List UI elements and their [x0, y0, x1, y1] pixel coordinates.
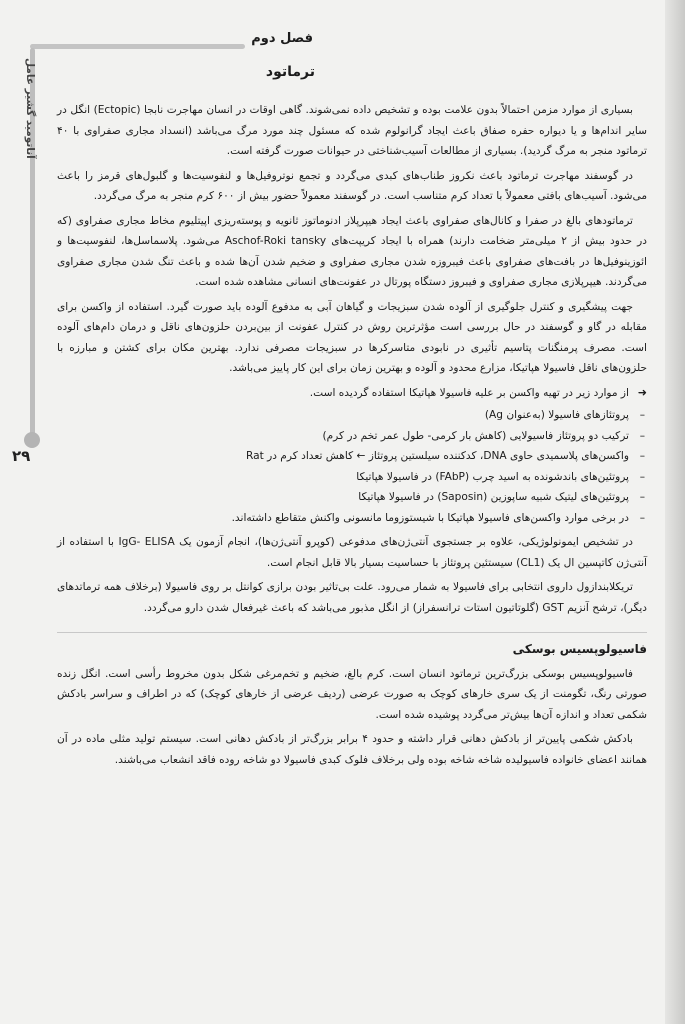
list-item: – در برخی موارد واکسن‌های فاسیولا هپاتیکا با شیستوزوما مانسونی واکنش متقاطع داشته‌اند. — [57, 508, 629, 529]
header-rule — [30, 44, 245, 49]
list-item: – پروتئازهای فاسیولا (به‌عنوان Ag) — [57, 405, 629, 426]
list-item: – ترکیب دو پروتئاز فاسیولایی (کاهش بار کرمی- طول عمر تخم در کرم) — [57, 426, 629, 447]
paragraph: ترماتودهای بالغ در صفرا و کانال‌های صفراوی باعث ایجاد هیپرپلاز ادنوماتوز ثانویه و پوسته‌ریزی اپیتلیوم مخاط مجاری صفراوی (که در حدود بیش از ۲ میلی‌متر ضخامت دارند) همراه با ایجاد کریپت‌های Aschof-Roki tansky می‌شود. پلاسماسل‌ها، لنفوسیت‌ها و ائوزینوفیل‌ها در بافت‌های صفراوی باعث فیبروزه شدن مجاری صفراوی و ضخیم شدن آن‌ها شده و باعث تنگ شدن مجاری صفراوی می‌گردند. هیپرپلازی مجاری صفراوی و فیبروز دستگاه پورتال در عفونت‌های انسانی مشاهده شده است. — [57, 214, 647, 288]
page-edge — [665, 0, 685, 1024]
section-heading: فاسیولوپسیس بوسکی — [57, 632, 647, 660]
arrow-bullet-icon: ➜ — [637, 385, 647, 399]
chapter-title: فصل دوم — [251, 31, 313, 46]
page-number: ۲۹ — [12, 447, 31, 465]
side-rail-dot — [24, 432, 40, 448]
paragraph: جهت پیشگیری و کنترل جلوگیری از آلوده شدن سبزیجات و گیاهان آبی به مدفوع آلوده باید صورت گیرد. استفاده از واکسن برای مقابله در گاو و گوسفند در حال بررسی است مؤثرترین روش در کنترل عفونت از بین‌بردن حلزون‌های ناقل و درمان دام‌های آلوده است. مصرف پرمنگنات پتاسیم تأثیری در نابودی متاسرکرها در سبزیجات مصرفی ندارد. بهترین مکان برای کشتن و مبارزه با حلزون‌های ناقل فاسیولا هپاتیکا، مزارع محدود و آلوده و بهترین زمان برای این کار پاییز می‌باشد. — [57, 300, 647, 374]
paragraph: در گوسفند مهاجرت ترماتود باعث نکروز طناب‌های کبدی می‌گردد و تجمع نوتروفیل‌ها و لنفوسیت‌ها و گلبول‌های قرمز را باعث می‌شود. آسیب‌های بافتی معمولاً با تعداد کرم متناسب است. در گوسفند معمولاً حضور بیش از ۶۰۰ کرم منجر به مرگ می‌گردد. — [57, 169, 647, 202]
vaccine-intro-text: از موارد زیر در تهیه واکسن بر علیه فاسیولا هپاتیکا استفاده گردیده است. — [309, 386, 629, 399]
list-item: – پروتئین‌های باندشونده به اسید چرب (FAbP) در فاسیولا هپاتیکا — [57, 467, 629, 488]
paragraph: بادکش شکمی پایین‌تر از بادکش دهانی قرار داشته و حدود ۴ برابر بزرگ‌تر از بادکش دهانی است. سیستم تولید مثلی ماده در آن همانند اعضای خانواده فاسیولیده شاخه شاخه بوده ولی برخلاف فلوک کبدی فاسیولا دو شاخه روده فاقد انشعاب می‌باشند. — [57, 733, 647, 766]
body-text — [57, 100, 647, 774]
paragraph: بسیاری از موارد مزمن احتمالاً بدون علامت بوده و تشخیص داده نمی‌شوند. گاهی اوقات در انسان مهاجرت نابجا (Ectopic) انگل در سایر اندام‌ها و یا دیواره حفره صفاق باعث ایجاد گرانولوم شده که مسئول چند مورد مرگ می‌باشد (انسداد مجاری صفراوی با ۴۰ ترماتود منجر به مرگ گردید). بسیاری از مطالعات آسیب‌شناختی در حیوانات صورت گرفته است. — [57, 104, 647, 157]
vaccine-list-intro — [57, 383, 647, 404]
paragraph: در تشخیص ایمونولوژیکی، علاوه بر جستجوی آنتی‌ژن‌های مدفوعی (کوپرو آنتی‌ژن‌ها)، انجام آزمون یک IgG- ELISA با استفاده از آنتی‌ژن کاتپسین ال یک (CL1) سیستئین پروتئاز با حساسیت بسیار بالا قابل انجام است. — [57, 536, 647, 569]
vaccine-list — [57, 405, 647, 528]
list-item: – واکسن‌های پلاسمیدی حاوی DNA، کدکننده سیلستین پروتئاز ← کاهش تعداد کرم در Rat — [57, 446, 629, 467]
paragraph: فاسیولوپسیس بوسکی بزرگ‌ترین ترماتود انسان است. کرم بالغ، ضخیم و تخم‌مرغی شکل بدون مخروط رأسی است. انگل زنده صورتی رنگ، تگومنت از یک سری خارهای کوچک به صورت عرضی (ردیف عرضی از خارهای کوچک) که در اطراف و سراسر بادکش شکمی تعداد و اندازه آن‌ها بیش‌تر می‌گردد پوشیده شده است. — [57, 667, 647, 721]
list-item: – پروتئین‌های لیتیک شبیه ساپوزین (Saposin) در فاسیولا هپاتیکا — [57, 487, 629, 508]
topic-title: ترماتود — [265, 64, 315, 80]
side-title: آناتومید گشیر عامل — [24, 58, 36, 159]
paragraph: تریکلابندازول داروی انتخابی برای فاسیولا به شمار می‌رود. علت بی‌تاثیر بودن برازی کوانتل بر روی فاسیولا (برخلاف همه ترماتدهای دیگر)، ترشح آنزیم GST (گلوتاتیون استات ترانسفراز) از انگل مذبور می‌باشد که باعث غیرفعال شدن دارو می‌گردد. — [57, 581, 647, 614]
